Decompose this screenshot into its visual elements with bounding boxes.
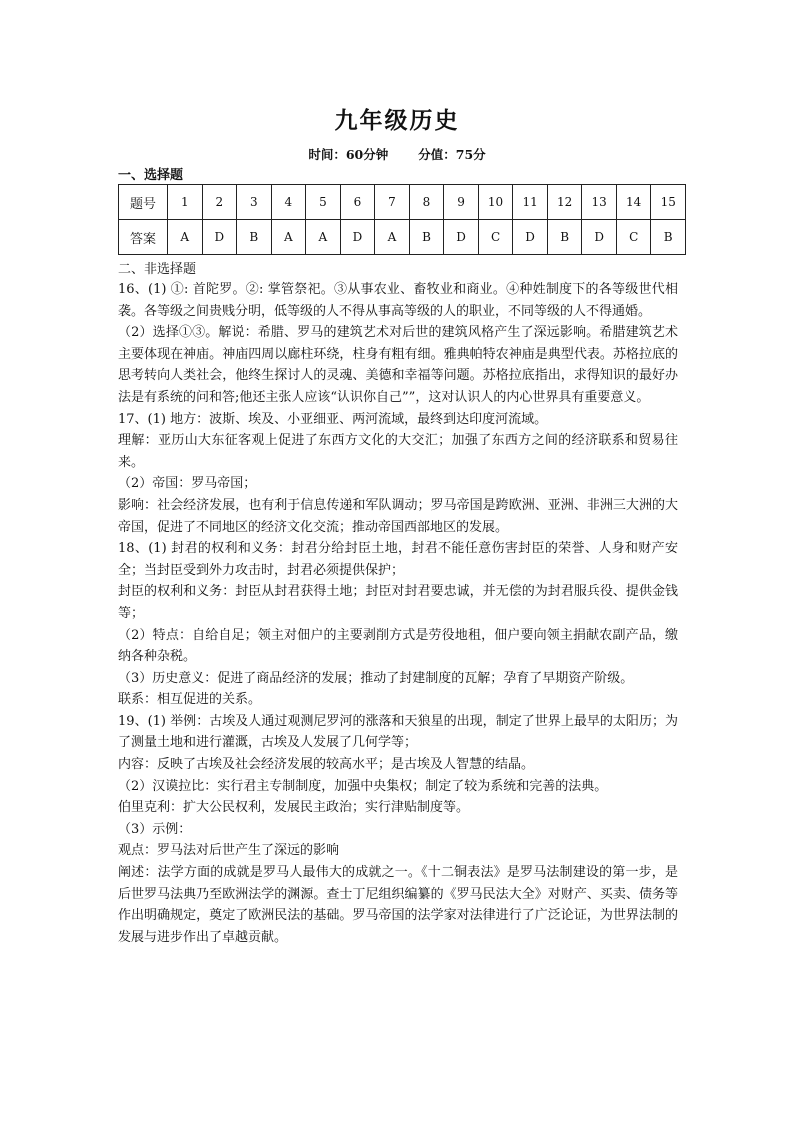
- question-number: 15: [651, 185, 686, 220]
- answer-table-number-row: [119, 185, 686, 220]
- answer-cell: D: [582, 220, 617, 255]
- answer-cell: B: [409, 220, 444, 255]
- question-number: 6: [340, 185, 375, 220]
- question-number: 8: [409, 185, 444, 220]
- paragraph: 观点：罗马法对后世产生了深远的影响: [118, 843, 340, 859]
- answer-cell: C: [478, 220, 513, 255]
- paragraph: 伯里克利：扩大公民权利，发展民主政治；实行津贴制度等。: [118, 800, 470, 816]
- answer-cell: D: [513, 220, 548, 255]
- exam-meta: [0, 145, 794, 163]
- answer-cell: A: [306, 220, 341, 255]
- question-number: 2: [202, 185, 237, 220]
- question-number: 12: [547, 185, 582, 220]
- exam-score: 分值：75分: [418, 147, 486, 162]
- question-number: 5: [306, 185, 341, 220]
- answer-table-answer-row: [119, 220, 686, 255]
- answer-table: [118, 184, 686, 255]
- paragraph: （2）汉谟拉比：实行君主专制制度，加强中央集权；制定了较为系统和完善的法典。: [118, 778, 608, 794]
- answer-cell: A: [168, 220, 203, 255]
- answer-cell: C: [616, 220, 651, 255]
- answer-cell: D: [444, 220, 479, 255]
- answer-cell: A: [271, 220, 306, 255]
- paragraph: （3）示例：: [118, 821, 192, 837]
- paragraph: 封臣的权利和义务：封臣从封君获得土地；封臣对封君要忠诚，并无偿的为封君服兵役、提供金钱等；: [118, 584, 678, 621]
- paragraph: 16、(1) ①: 首陀罗。②: 掌管祭祀。③从事农业、畜牧业和商业。④种姓制度下的各等级世代相袭。各等级之间贵贱分明，低等级的人不得从事高等级的人的职业，不同等级的人不得通婚。: [118, 282, 678, 319]
- answer-body: [118, 279, 678, 948]
- number-row-label: 题号: [119, 185, 168, 220]
- paragraph: （2）特点：自给自足；领主对佃户的主要剥削方式是劳役地租，佃户要向领主捐献农副产品，缴纳各种杂税。: [118, 627, 678, 665]
- paragraph: （2）选择①③。解说：希腊、罗马的建筑艺术对后世的建筑风格产生了深远影响。希腊建筑艺术主要体现在神庙。神庙四周以廊柱环绕，柱身有粗有细。雅典帕特农神庙是典型代表。苏格拉底的思考转向人类社会，他终生探讨人的灵魂、美德和幸福等问题。苏格拉底指出，求得知识的最好办法是有系统的问和答;他还主张人应该“认识你自己””，这对认识人的内心世界具有重要意义。: [118, 325, 678, 405]
- question-number: 7: [375, 185, 410, 220]
- paragraph: 阐述：法学方面的成就是罗马人最伟大的成就之一。《十二铜表法》是罗马法制建设的第一步，是后世罗马法典乃至欧洲法学的渊源。查士丁尼组织编纂的《罗马民法大全》对财产、买卖、债务等作出明确规定，奠定了欧洲民法的基础。罗马帝国的法学家对法律进行了广泛论证，为世界法制的发展与进步作出了卓越贡献。: [118, 865, 678, 945]
- paragraph: 联系：相互促进的关系。: [118, 692, 262, 708]
- answer-cell: B: [547, 220, 582, 255]
- paragraph: 内容：反映了古埃及社会经济发展的较高水平；是古埃及人智慧的结晶。: [118, 757, 535, 773]
- answer-row-label: 答案: [119, 220, 168, 255]
- question-number: 10: [478, 185, 513, 220]
- answer-cell: B: [651, 220, 686, 255]
- question-number: 9: [444, 185, 479, 220]
- paragraph: （2）帝国：罗马帝国；: [118, 476, 257, 492]
- question-number: 13: [582, 185, 617, 220]
- question-number: 3: [237, 185, 272, 220]
- paragraph: 19、(1) 举例：古埃及人通过观测尼罗河的涨落和天狼星的出现，制定了世界上最早的太阳历；为了测量土地和进行灌溉，古埃及人发展了几何学等；: [118, 713, 678, 751]
- question-number: 11: [513, 185, 548, 220]
- paragraph: 理解：亚历山大东征客观上促进了东西方文化的大交汇；加强了东西方之间的经济联系和贸易往来。: [118, 433, 678, 470]
- section-heading-choice: 一、选择题: [118, 168, 184, 183]
- exam-time: 时间：60分钟: [308, 147, 389, 162]
- answer-cell: D: [340, 220, 375, 255]
- question-number: 1: [168, 185, 203, 220]
- page-title: 九年级历史: [334, 107, 460, 134]
- answer-cell: A: [375, 220, 410, 255]
- section-heading-nonchoice: 二、非选择题: [118, 262, 197, 277]
- paragraph: 17、(1) 地方：波斯、埃及、小亚细亚、两河流域，最终到达印度河流域。: [118, 411, 548, 427]
- paragraph: 影响：社会经济发展，也有利于信息传递和军队调动；罗马帝国是跨欧洲、亚洲、非洲三大洲的大帝国，促进了不同地区的经济文化交流；推动帝国西部地区的发展。: [118, 497, 678, 535]
- answer-cell: B: [237, 220, 272, 255]
- question-number: 4: [271, 185, 306, 220]
- paragraph: （3）历史意义：促进了商品经济的发展；推动了封建制度的瓦解；孕育了早期资产阶级。: [118, 670, 634, 686]
- answer-cell: D: [202, 220, 237, 255]
- paragraph: 18、(1) 封君的权利和义务：封君分给封臣土地，封君不能任意伤害封臣的荣誉、人身和财产安全；当封臣受到外力攻击时，封君必须提供保护；: [118, 541, 678, 578]
- question-number: 14: [616, 185, 651, 220]
